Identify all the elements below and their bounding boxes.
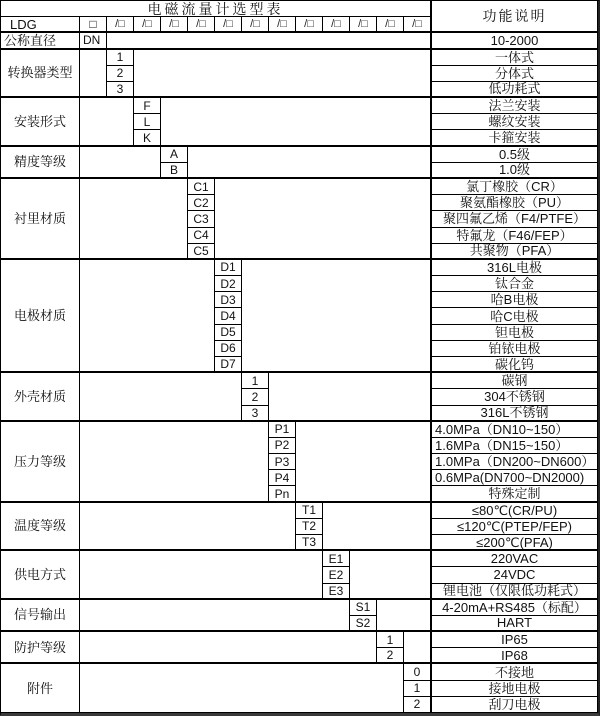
code-temperature-rating: T3 — [296, 535, 323, 551]
code-electrode-material: D7 — [215, 357, 242, 373]
code-installation-type: K — [134, 130, 161, 146]
function-installation-type: 卡箍安装 — [431, 130, 598, 146]
function-column-header: 功能说明 — [431, 1, 598, 33]
function-temperature-rating: ≤80℃(CR/PU) — [431, 503, 598, 519]
label-converter-type: 转换器类型 — [1, 50, 80, 99]
function-electrode-material: 316L电极 — [431, 260, 598, 276]
function-accuracy-class: 1.0级 — [431, 163, 598, 179]
function-electrode-material: 碳化钨 — [431, 357, 598, 373]
code-protection-rating: 2 — [377, 648, 404, 664]
label-accuracy-class: 精度等级 — [1, 147, 80, 179]
function-converter-type: 一体式 — [431, 50, 598, 66]
function-lining-material: 特氟龙（F46/FEP） — [431, 228, 598, 244]
code-accessories: 2 — [404, 697, 431, 713]
code-converter-type: 2 — [107, 66, 134, 82]
code-pressure-rating: P2 — [269, 438, 296, 454]
code-converter-type: 3 — [107, 82, 134, 98]
function-housing-material: 碳钢 — [431, 373, 598, 389]
function-lining-material: 共聚物（PFA） — [431, 244, 598, 260]
empty-cell — [80, 551, 323, 600]
function-signal-output: 4-20mA+RS485（标配） — [431, 600, 598, 616]
function-electrode-material: 钽电极 — [431, 325, 598, 341]
model-code-slot: /□ — [215, 17, 242, 33]
label-lining-material: 衬里材质 — [1, 179, 80, 260]
label-nominal-diameter: 公称直径 — [1, 33, 80, 49]
function-pressure-rating: 0.6MPa(DN700~DN2000) — [431, 470, 598, 486]
function-lining-material: 聚氨酯橡胶（PU） — [431, 195, 598, 211]
empty-cell — [80, 422, 269, 503]
model-code-box: □ — [80, 17, 107, 33]
function-power-supply: 锂电池（仅限低功耗式） — [431, 584, 598, 600]
empty-cell — [188, 147, 431, 179]
code-nominal-diameter: DN — [80, 33, 107, 49]
code-power-supply: E3 — [323, 584, 350, 600]
code-signal-output: S2 — [350, 616, 377, 632]
code-accessories: 0 — [404, 664, 431, 680]
label-signal-output: 信号输出 — [1, 600, 80, 632]
function-temperature-rating: ≤120℃(PTEP/FEP) — [431, 519, 598, 535]
code-accuracy-class: A — [161, 147, 188, 163]
code-lining-material: C1 — [188, 179, 215, 195]
label-accessories: 附件 — [1, 664, 80, 713]
function-electrode-material: 钛合金 — [431, 276, 598, 292]
model-code-slot: /□ — [134, 17, 161, 33]
function-electrode-material: 铂铱电极 — [431, 341, 598, 357]
function-protection-rating: IP65 — [431, 632, 598, 648]
function-lining-material: 氯丁橡胶（CR） — [431, 179, 598, 195]
empty-cell — [377, 600, 431, 632]
model-code-slot: /□ — [377, 17, 404, 33]
model-code-slot: /□ — [188, 17, 215, 33]
code-lining-material: C2 — [188, 195, 215, 211]
model-code-slot: /□ — [404, 17, 431, 33]
label-power-supply: 供电方式 — [1, 551, 80, 600]
model-code-slot: /□ — [269, 17, 296, 33]
function-pressure-rating: 特殊定制 — [431, 486, 598, 502]
table-title: 电磁流量计选型表 — [1, 1, 431, 17]
code-converter-type: 1 — [107, 50, 134, 66]
code-housing-material: 2 — [242, 389, 269, 405]
label-protection-rating: 防护等级 — [1, 632, 80, 664]
function-accuracy-class: 0.5级 — [431, 147, 598, 163]
code-protection-rating: 1 — [377, 632, 404, 648]
empty-cell — [80, 50, 107, 99]
function-temperature-rating: ≤200℃(PFA) — [431, 535, 598, 551]
function-nominal-diameter: 10-2000 — [431, 33, 598, 49]
code-electrode-material: D4 — [215, 308, 242, 324]
function-housing-material: 304不锈钢 — [431, 389, 598, 405]
function-electrode-material: 哈B电极 — [431, 292, 598, 308]
code-electrode-material: D3 — [215, 292, 242, 308]
empty-cell — [80, 147, 161, 179]
code-power-supply: E2 — [323, 567, 350, 583]
code-electrode-material: D2 — [215, 276, 242, 292]
empty-cell — [215, 179, 431, 260]
empty-cell — [80, 503, 296, 552]
function-lining-material: 聚四氟乙烯（F4/PTFE） — [431, 211, 598, 227]
model-code-slot: /□ — [107, 17, 134, 33]
code-installation-type: L — [134, 114, 161, 130]
function-power-supply: 220VAC — [431, 551, 598, 567]
empty-cell — [80, 260, 215, 373]
code-lining-material: C5 — [188, 244, 215, 260]
code-power-supply: E1 — [323, 551, 350, 567]
function-electrode-material: 哈C电极 — [431, 308, 598, 324]
empty-cell — [134, 50, 431, 99]
function-accessories: 不接地 — [431, 664, 598, 680]
label-pressure-rating: 压力等级 — [1, 422, 80, 503]
model-prefix-label: LDG — [1, 17, 80, 33]
label-temperature-rating: 温度等级 — [1, 503, 80, 552]
function-pressure-rating: 1.6MPa（DN15~150） — [431, 438, 598, 454]
function-protection-rating: IP68 — [431, 648, 598, 664]
code-pressure-rating: P3 — [269, 454, 296, 470]
function-accessories: 接地电极 — [431, 681, 598, 697]
code-lining-material: C3 — [188, 211, 215, 227]
empty-cell — [296, 422, 431, 503]
code-lining-material: C4 — [188, 228, 215, 244]
model-code-slot: /□ — [161, 17, 188, 33]
code-pressure-rating: P4 — [269, 470, 296, 486]
model-code-slot: /□ — [296, 17, 323, 33]
model-code-slot: /□ — [242, 17, 269, 33]
label-housing-material: 外壳材质 — [1, 373, 80, 422]
code-electrode-material: D1 — [215, 260, 242, 276]
code-accessories: 1 — [404, 681, 431, 697]
empty-cell — [350, 551, 431, 600]
code-pressure-rating: Pn — [269, 486, 296, 502]
function-converter-type: 分体式 — [431, 66, 598, 82]
code-accuracy-class: B — [161, 163, 188, 179]
code-housing-material: 1 — [242, 373, 269, 389]
code-electrode-material: D6 — [215, 341, 242, 357]
empty-cell — [323, 503, 431, 552]
function-converter-type: 低功耗式 — [431, 82, 598, 98]
code-temperature-rating: T2 — [296, 519, 323, 535]
function-pressure-rating: 1.0MPa（DN200~DN600） — [431, 454, 598, 470]
model-code-slot: /□ — [350, 17, 377, 33]
empty-cell — [161, 98, 431, 147]
empty-cell — [404, 632, 431, 664]
function-signal-output: HART — [431, 616, 598, 632]
empty-cell — [242, 260, 431, 373]
code-electrode-material: D5 — [215, 325, 242, 341]
empty-cell — [80, 98, 134, 147]
label-installation-type: 安装形式 — [1, 98, 80, 147]
function-pressure-rating: 4.0MPa（DN10~150） — [431, 422, 598, 438]
function-housing-material: 316L不锈钢 — [431, 406, 598, 422]
function-accessories: 刮刀电极 — [431, 697, 598, 713]
empty-cell — [269, 373, 431, 422]
code-temperature-rating: T1 — [296, 503, 323, 519]
code-housing-material: 3 — [242, 406, 269, 422]
empty-cell — [80, 600, 350, 632]
empty-cell — [80, 179, 188, 260]
function-installation-type: 法兰安装 — [431, 98, 598, 114]
empty-cell — [80, 664, 404, 713]
empty-cell — [107, 33, 431, 49]
empty-cell — [80, 632, 377, 664]
function-installation-type: 螺纹安装 — [431, 114, 598, 130]
model-code-slot: /□ — [323, 17, 350, 33]
code-pressure-rating: P1 — [269, 422, 296, 438]
function-power-supply: 24VDC — [431, 567, 598, 583]
label-electrode-material: 电极材质 — [1, 260, 80, 373]
empty-cell — [80, 373, 242, 422]
code-signal-output: S1 — [350, 600, 377, 616]
code-installation-type: F — [134, 98, 161, 114]
